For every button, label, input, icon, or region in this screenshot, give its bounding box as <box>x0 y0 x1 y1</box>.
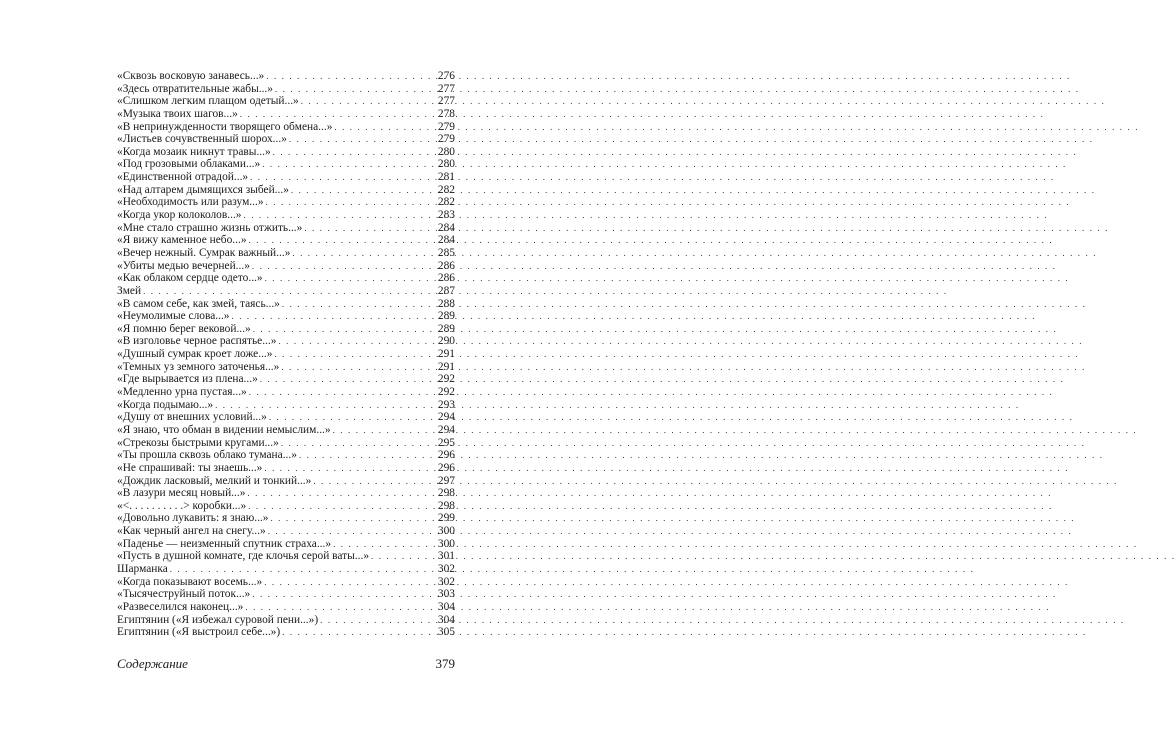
toc-entry-title: «Где вырывается из плена...» <box>117 373 258 386</box>
toc-entry <box>117 563 455 576</box>
dot-leader <box>253 323 433 336</box>
page-footer <box>117 656 455 672</box>
dot-leader <box>240 108 433 121</box>
toc-entry-title: «Развеселился наконец...» <box>117 600 244 613</box>
toc-entry <box>117 538 455 551</box>
toc-entry-page: 297 <box>437 474 455 487</box>
dot-leader <box>281 361 433 374</box>
toc-entry-page: 283 <box>437 209 455 222</box>
dot-leader <box>320 614 433 627</box>
toc-entry-page: 296 <box>437 449 455 462</box>
dot-leader <box>143 285 433 298</box>
toc-entry-page: 294 <box>437 411 455 424</box>
toc-entry <box>117 373 455 386</box>
toc-entry-title: «<. . . . . . . . . .> коробки...» <box>117 499 247 512</box>
toc-entry <box>117 323 455 336</box>
toc-entry <box>117 462 455 475</box>
toc-entry-title: «Темных уз земного заточенья...» <box>117 360 280 373</box>
toc-entry-title: «Душный сумрак кроет ложе...» <box>117 348 273 361</box>
dot-leader <box>247 487 433 500</box>
dot-leader <box>248 500 433 513</box>
toc-entry-title: «Когда мозаик никнут травы...» <box>117 145 271 158</box>
toc-entry-title: «Когда подымаю...» <box>117 398 214 411</box>
toc-entry <box>117 121 455 134</box>
toc-entry-page: 302 <box>437 562 455 575</box>
toc-entry-title: «Мне стало страшно жизнь отжить...» <box>117 221 303 234</box>
toc-entry <box>117 133 455 146</box>
toc-entry-page: 285 <box>437 246 455 259</box>
dot-leader <box>292 247 433 260</box>
dot-leader <box>282 626 433 639</box>
toc-entry-title: «Музыка твоих шагов...» <box>117 107 238 120</box>
toc-entry <box>117 626 455 639</box>
toc-entry-title: «Я знаю, что обман в видении немыслим...» <box>117 423 331 436</box>
toc-entry-page: 287 <box>437 284 455 297</box>
toc-entry-page: 292 <box>437 373 455 386</box>
dot-leader <box>275 83 433 96</box>
toc-entry <box>117 83 455 96</box>
toc-entry-page: 298 <box>437 487 455 500</box>
toc-entry-page: 280 <box>437 145 455 158</box>
toc-entry-title: «В лазури месяц новый...» <box>117 487 246 500</box>
running-footer-section: Содержание <box>117 656 188 671</box>
toc-entry-page: 305 <box>437 626 455 639</box>
dot-leader <box>273 146 433 159</box>
toc-entry <box>117 512 455 525</box>
dot-leader <box>244 209 434 222</box>
toc-entry-page: 293 <box>437 398 455 411</box>
dot-leader <box>291 184 433 197</box>
toc-entry <box>117 234 455 247</box>
toc-entry-title: «Когда укор колоколов...» <box>117 209 242 222</box>
toc-entry-title: «Стрекозы быстрыми кругами...» <box>117 436 279 449</box>
toc-entry-title: «Как облаком сердце одето...» <box>117 272 263 285</box>
dot-leader <box>304 222 433 235</box>
toc-entry-title: «Не спрашивай: ты знаешь...» <box>117 461 263 474</box>
toc-entry-title: «Сквозь восковую занавесь...» <box>117 70 265 82</box>
toc-entry-title: «Здесь отвратительные жабы...» <box>117 82 273 95</box>
dot-leader <box>282 298 433 311</box>
toc-entry-title: «Паденье — неизменный спутник страха...» <box>117 537 332 550</box>
toc-entry <box>117 209 455 222</box>
toc-entry-title: «Дождик ласковый, мелкий и тонкий...» <box>117 474 312 487</box>
dot-leader <box>270 512 433 525</box>
toc-entry-page: 277 <box>437 82 455 95</box>
toc-entry <box>117 348 455 361</box>
toc-entry <box>117 335 455 348</box>
dot-leader <box>278 335 433 348</box>
toc-entry-title: «Душу от внешних условий...» <box>117 411 267 424</box>
dot-leader <box>265 272 433 285</box>
dot-leader <box>266 70 433 83</box>
toc-entry-page: 278 <box>437 107 455 120</box>
toc-entry-page: 284 <box>437 234 455 247</box>
toc-entry <box>117 475 455 488</box>
toc-entry <box>117 260 455 273</box>
dot-leader <box>249 234 433 247</box>
toc-entry-page: 299 <box>437 512 455 525</box>
dot-leader <box>266 196 433 209</box>
toc-entry-title: «Как черный ангел на снегу...» <box>117 525 266 538</box>
toc-entry-title: «Когда показывают восемь...» <box>117 575 263 588</box>
toc-entry-page: 288 <box>437 297 455 310</box>
toc-entry <box>117 449 455 462</box>
toc-entry-page: 277 <box>437 95 455 108</box>
toc-entry-title: «В изголовье черное распятье...» <box>117 335 277 348</box>
toc-entry <box>117 272 455 285</box>
dot-leader <box>289 133 433 146</box>
toc-entry-page: 289 <box>437 310 455 323</box>
toc-entry-page: 301 <box>437 550 455 563</box>
toc-entry-title: «В непринужденности творящего обмена...» <box>117 120 333 133</box>
toc-entry-page: 282 <box>437 183 455 196</box>
toc-entry-page: 284 <box>437 221 455 234</box>
toc-entry <box>117 500 455 513</box>
dot-leader <box>264 576 433 589</box>
toc-entry <box>117 588 455 601</box>
toc-entry-page: 304 <box>437 600 455 613</box>
toc-entry-title: Египтянин («Я избежал суровой пени...») <box>117 613 319 626</box>
toc-entry <box>117 171 455 184</box>
toc-entry <box>117 247 455 260</box>
toc-entry-page: 279 <box>437 120 455 133</box>
dot-leader <box>215 399 433 412</box>
dot-leader <box>333 424 433 437</box>
toc-entry-title: «Необходимость или разум...» <box>117 196 264 209</box>
dot-leader <box>333 538 433 551</box>
toc-entry-title: «Вечер нежный. Сумрак важный...» <box>117 246 291 259</box>
dot-leader <box>249 386 433 399</box>
toc-entry-page: 302 <box>437 575 455 588</box>
toc-entry-page: 303 <box>437 588 455 601</box>
dot-leader <box>250 171 433 184</box>
dot-leader <box>260 373 433 386</box>
toc-entry-title: Змей <box>117 284 142 297</box>
toc-entry-page: 290 <box>437 335 455 348</box>
toc-entry-title: «Я помню берег вековой...» <box>117 322 251 335</box>
toc-entry <box>117 386 455 399</box>
dot-leader <box>313 475 433 488</box>
toc-entry-page: 291 <box>437 360 455 373</box>
dot-leader <box>232 310 434 323</box>
toc-entry <box>117 487 455 500</box>
toc-entry-title: Египтянин («Я выстроил себе...») <box>117 626 281 639</box>
dot-leader <box>281 437 433 450</box>
toc-entry-title: «Слишком легким плащом одетый...» <box>117 95 299 108</box>
toc-entry-page: 276 <box>437 70 455 82</box>
dot-leader <box>262 158 433 171</box>
toc-entry <box>117 424 455 437</box>
page-number: 379 <box>435 656 455 671</box>
toc-entry-title: «Довольно лукавить: я знаю...» <box>117 512 269 525</box>
toc-entry <box>117 399 455 412</box>
dot-leader <box>252 260 433 273</box>
toc-entry-title: «В самом себе, как змей, таясь...» <box>117 297 280 310</box>
toc-entry <box>117 222 455 235</box>
dot-leader <box>371 550 433 563</box>
toc-entry <box>117 437 455 450</box>
toc-entry-page: 279 <box>437 133 455 146</box>
dot-leader <box>268 525 433 538</box>
toc-entry-title: «Неумолимые слова...» <box>117 310 230 323</box>
toc-entry-title: «Ты прошла сквозь облако тумана...» <box>117 449 297 462</box>
dot-leader <box>274 348 433 361</box>
toc-entry-page: 294 <box>437 423 455 436</box>
toc-entry-page: 304 <box>437 613 455 626</box>
toc-entry-page: 282 <box>437 196 455 209</box>
toc-entry-page: 289 <box>437 322 455 335</box>
toc-entry-page: 300 <box>437 525 455 538</box>
dot-leader <box>334 121 433 134</box>
toc-entry <box>117 310 455 323</box>
toc-entry <box>117 601 455 614</box>
toc-entry <box>117 614 455 627</box>
toc-entry-title: Шарманка <box>117 562 168 575</box>
toc-entry-title: «Единственной отрадой...» <box>117 171 249 184</box>
toc-entry-title: «Пусть в душной комнате, где клочья серой ваты...» <box>117 550 370 563</box>
toc-entry-page: 281 <box>437 171 455 184</box>
dot-leader <box>245 601 433 614</box>
dot-leader <box>299 449 433 462</box>
dot-leader <box>301 95 433 108</box>
toc-entry-page: 292 <box>437 386 455 399</box>
toc-entry <box>117 411 455 424</box>
toc-entry-page: 286 <box>437 259 455 272</box>
dot-leader <box>252 588 433 601</box>
toc-entry <box>117 196 455 209</box>
toc-entry-title: «Под грозовыми облаками...» <box>117 158 261 171</box>
toc-entry-title: «Убиты медью вечерней...» <box>117 259 250 272</box>
toc-entry <box>117 70 455 83</box>
toc-entry <box>117 158 455 171</box>
toc-entry <box>117 525 455 538</box>
toc-entry-page: 291 <box>437 348 455 361</box>
toc-entry-title: «Тысячеструйный поток...» <box>117 588 251 601</box>
dot-leader <box>269 411 433 424</box>
toc-entry <box>117 285 455 298</box>
toc-entry-page: 286 <box>437 272 455 285</box>
toc-entry-title: «Над алтарем дымящихся зыбей...» <box>117 183 289 196</box>
toc-entry-title: «Я вижу каменное небо...» <box>117 234 247 247</box>
toc-entry <box>117 576 455 589</box>
toc-entry-page: 298 <box>437 499 455 512</box>
dot-leader <box>264 462 433 475</box>
toc-entry-page: 296 <box>437 461 455 474</box>
toc-entry-page: 300 <box>437 537 455 550</box>
toc-entry-title: «Медленно урна пустая...» <box>117 386 247 399</box>
table-of-contents <box>117 70 455 639</box>
toc-entry <box>117 108 455 121</box>
toc-entry <box>117 550 455 563</box>
dot-leader <box>170 563 433 576</box>
toc-entry <box>117 298 455 311</box>
toc-entry <box>117 184 455 197</box>
toc-entry-page: 280 <box>437 158 455 171</box>
toc-entry <box>117 361 455 374</box>
toc-entry <box>117 95 455 108</box>
toc-entry <box>117 146 455 159</box>
toc-entry-title: «Листьев сочувственный шорох...» <box>117 133 287 146</box>
toc-entry-page: 295 <box>437 436 455 449</box>
